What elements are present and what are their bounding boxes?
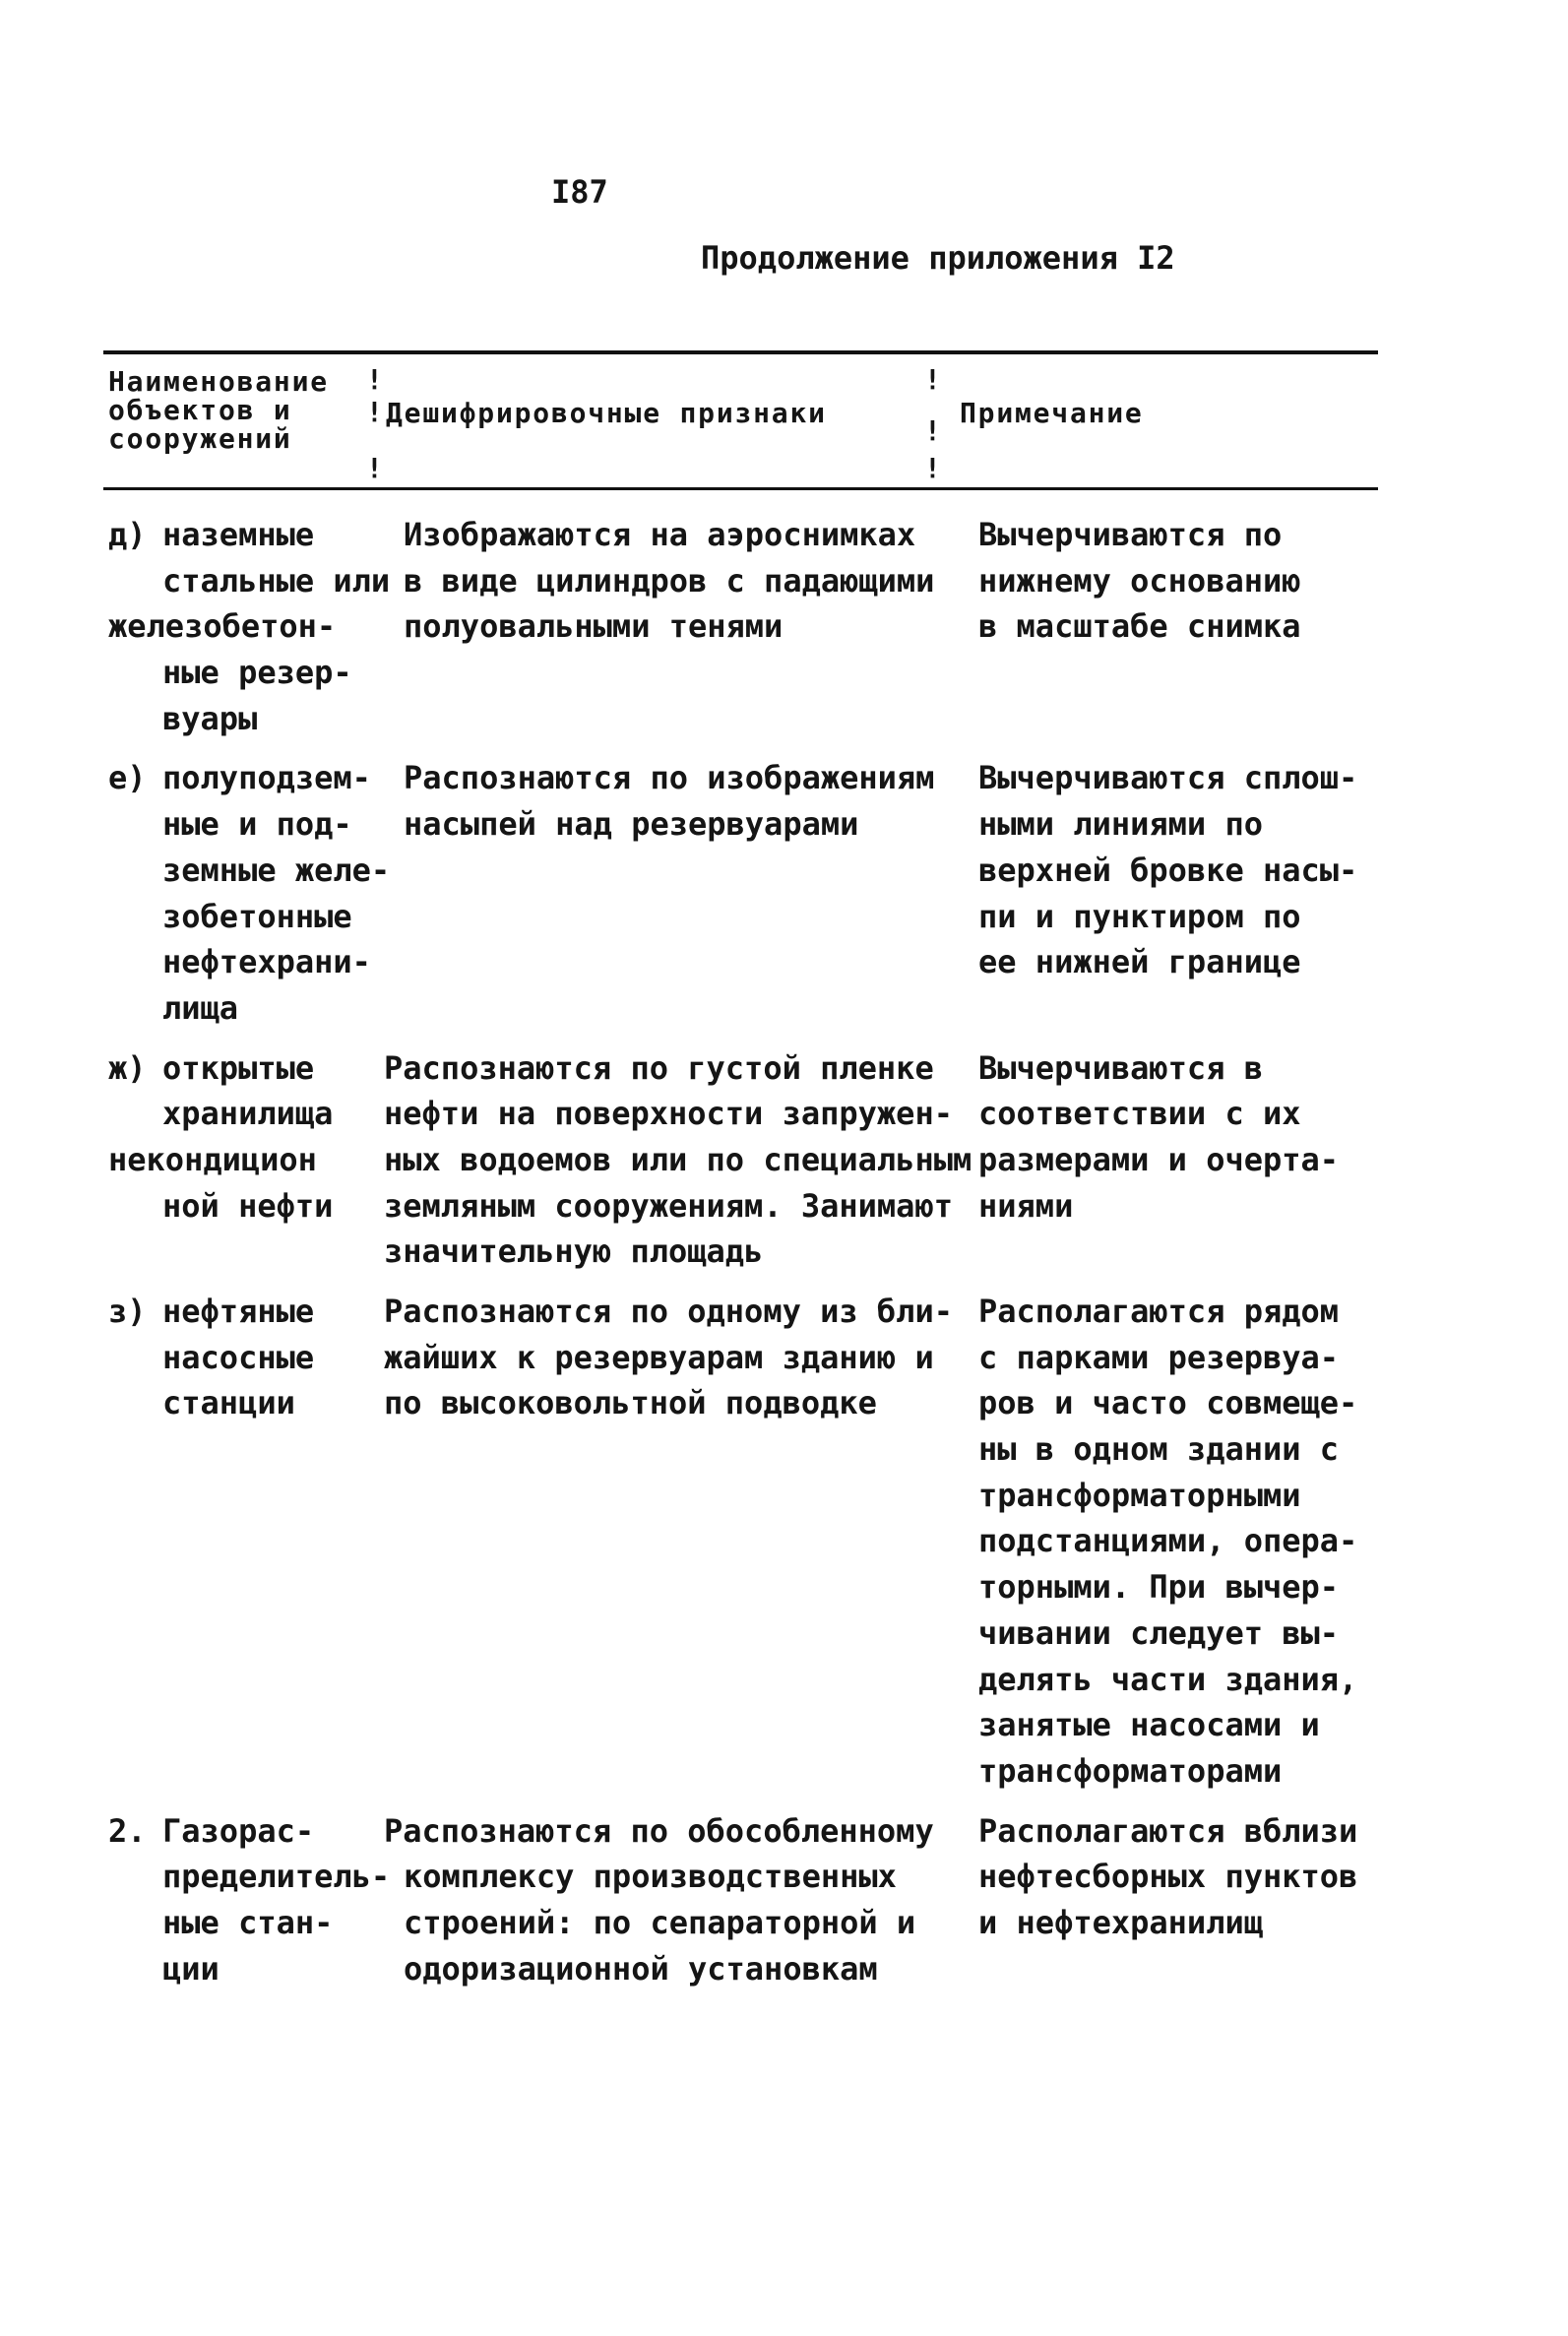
object-name-line: ные стан- [162, 1903, 334, 1941]
object-name-line: ные и под- [162, 805, 352, 844]
note-line: пи и пунктиром по [978, 897, 1301, 935]
note-cell [978, 1289, 1378, 1795]
feature-line: нефти на поверхности запружен- [384, 1095, 953, 1133]
note-line: нефтесборных пунктов [978, 1858, 1358, 1896]
object-name-line: ной нефти [162, 1186, 334, 1225]
features-cell [384, 755, 978, 1031]
note-cell [978, 755, 1378, 1031]
object-name-cell [162, 1808, 391, 1992]
feature-line: Распознаются по обособленному [384, 1811, 934, 1850]
object-name-cell [162, 1289, 384, 1795]
note-cell [978, 1808, 1378, 1992]
features-cell [384, 512, 978, 741]
note-line: верхней бровке насы- [978, 851, 1358, 889]
header-object-name-line: сооружений [108, 422, 292, 455]
note-line: делять части здания, [978, 1660, 1358, 1698]
note-line: ниями [978, 1186, 1074, 1225]
feature-line: в виде цилиндров с падающими [404, 561, 935, 600]
feature-line: жайших к резервуарам зданию и [384, 1338, 934, 1376]
feature-line: одоризационной установкам [404, 1949, 878, 1988]
column-separator: ! [924, 363, 941, 396]
note-line: соответствии с их [978, 1095, 1301, 1133]
object-name-line: пределитель- [162, 1858, 391, 1896]
object-name-line: ные резер- [162, 654, 352, 692]
object-name-line: ции [162, 1949, 220, 1988]
object-name-line: наземные [162, 516, 315, 553]
feature-line: по высоковольтной подводке [384, 1384, 877, 1422]
column-separator: ! [924, 452, 941, 484]
features-cell [384, 1808, 978, 1992]
feature-line: значительную площадь [384, 1232, 764, 1271]
note-line: Вычерчиваются по [978, 516, 1283, 553]
feature-line: строений: по сепараторной и [404, 1903, 916, 1941]
note-line: Располагаются рядом [978, 1293, 1340, 1330]
note-line: чивании следует вы- [978, 1613, 1340, 1652]
feature-line: Распознаются по изображениям [404, 759, 935, 797]
note-cell [978, 512, 1378, 741]
row-marker: е) [108, 759, 147, 797]
feature-line: комплексу производственных [404, 1858, 897, 1896]
header-object-name-line: объектов и [108, 394, 292, 426]
note-line: трансформаторами [978, 1751, 1283, 1790]
object-name-line: железобетон- [108, 607, 337, 646]
column-separator: ! [924, 414, 941, 447]
table-body [108, 512, 1378, 2005]
column-separator: ! [366, 452, 383, 484]
object-name-line: нефтяные [162, 1293, 315, 1330]
feature-line: насыпей над резервуарами [404, 805, 859, 844]
appendix-continuation-title: Продолжение приложения I2 [701, 239, 1175, 277]
header-features: Дешифрировочные признаки [386, 397, 827, 429]
object-name-line: зобетонные [162, 897, 352, 935]
table-row [108, 1289, 1378, 1795]
object-name-cell [162, 755, 391, 1031]
header-object-name [108, 367, 329, 453]
row-marker: д) [108, 516, 147, 553]
row-marker: ж) [108, 1048, 147, 1087]
note-line: ров и часто совмеще- [978, 1384, 1358, 1422]
table-row [108, 512, 1378, 741]
page-number: I87 [551, 173, 608, 211]
row-marker-cell [108, 755, 162, 1031]
features-cell [384, 1045, 978, 1275]
table-header-rule [103, 487, 1378, 490]
row-marker: з) [108, 1293, 147, 1330]
note-line: торными. При вычер- [978, 1568, 1340, 1607]
object-name-line: насосные [162, 1338, 315, 1376]
note-line: и нефтехранилищ [978, 1903, 1263, 1941]
note-line: трансформаторными [978, 1476, 1301, 1514]
object-name-line: некондицион [108, 1140, 317, 1178]
table-row [108, 1045, 1378, 1275]
note-line: Располагаются вблизи [978, 1811, 1358, 1850]
object-name-line: хранилища [162, 1095, 334, 1133]
note-line: в масштабе снимка [978, 607, 1301, 646]
note-line: ными линиями по [978, 805, 1263, 844]
feature-line: Распознаются по одному из бли- [384, 1293, 953, 1330]
note-line: нижнему основанию [978, 561, 1301, 600]
note-line: размерами и очерта- [978, 1140, 1340, 1178]
note-line: Вычерчиваются в [978, 1048, 1263, 1087]
note-line: с парками резервуа- [978, 1338, 1340, 1376]
note-line: подстанциями, опера- [978, 1522, 1358, 1560]
object-name-cell [108, 512, 391, 741]
object-name-line: земные желе- [162, 851, 391, 889]
header-note: Примечание [960, 397, 1144, 429]
object-name-line: вуары [162, 699, 258, 737]
note-line: ны в одном здании с [978, 1430, 1340, 1469]
feature-line: земляным сооружениям. Занимают [384, 1186, 953, 1225]
note-line: ее нижней границе [978, 943, 1301, 981]
row-marker: 2. [108, 1811, 147, 1850]
row-marker-cell [108, 1289, 162, 1795]
row-marker-cell [108, 1808, 162, 1992]
feature-line: Распознаются по густой пленке [384, 1048, 934, 1087]
feature-line: ных водоемов или по специальным [384, 1140, 972, 1178]
object-name-cell [108, 1045, 384, 1275]
note-cell [978, 1045, 1378, 1275]
object-name-line: нефтехрани- [162, 943, 371, 981]
column-separator: ! [366, 363, 383, 396]
header-object-name-line: Наименование [108, 365, 329, 398]
object-name-line: станции [162, 1384, 295, 1422]
object-name-line: стальные или [162, 561, 391, 600]
object-name-line: лища [162, 988, 239, 1027]
note-line: занятые насосами и [978, 1706, 1320, 1744]
object-name-line: открытые [162, 1048, 315, 1087]
object-name-line: Газорас- [162, 1811, 315, 1850]
table-row [108, 1808, 1378, 1992]
column-separator: ! [366, 396, 383, 428]
table-row [108, 755, 1378, 1031]
feature-line: Изображаются на аэроснимках [404, 516, 916, 553]
feature-line: полуовальными тенями [404, 607, 784, 646]
table-top-rule [103, 350, 1378, 354]
note-line: Вычерчиваются сплош- [978, 759, 1358, 797]
features-cell [384, 1289, 978, 1795]
object-name-line: полуподзем- [162, 759, 371, 797]
